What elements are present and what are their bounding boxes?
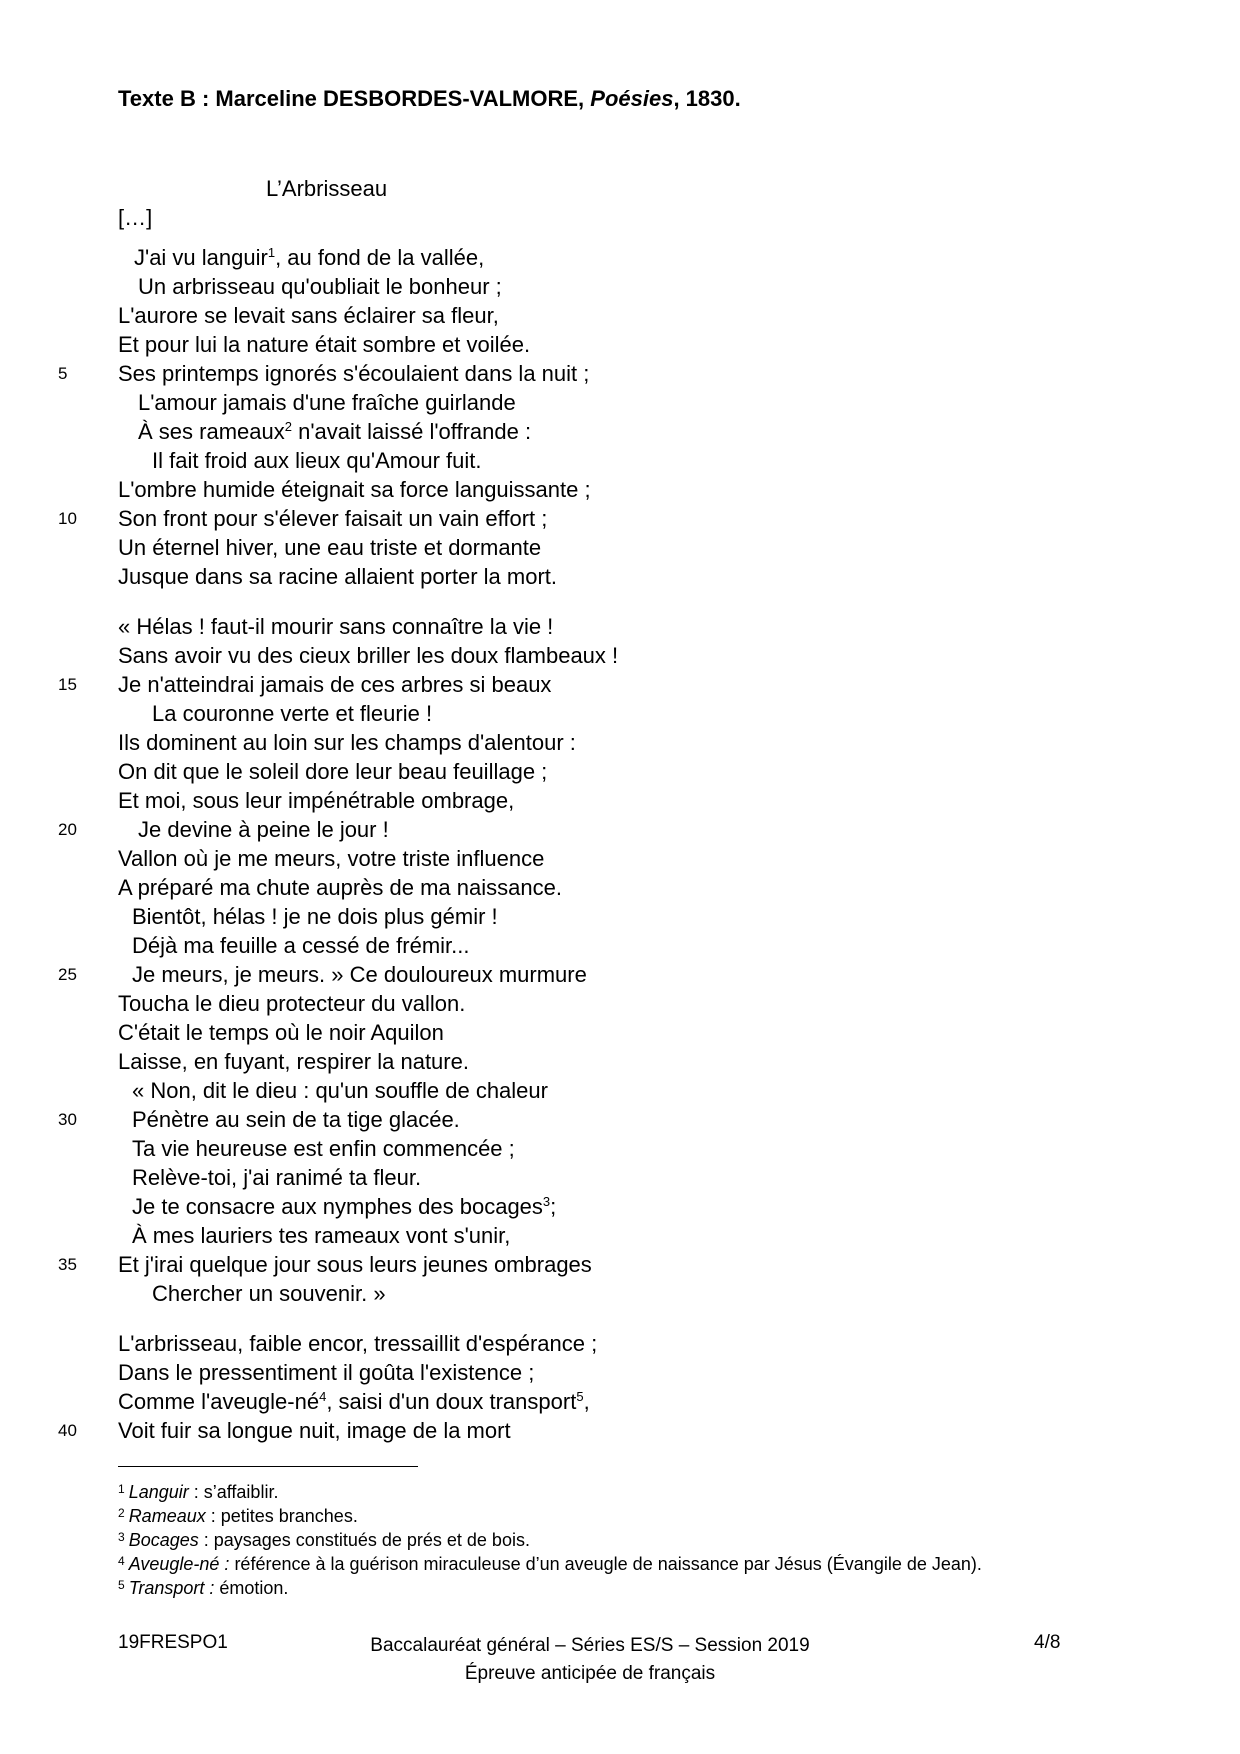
verse-text: Bientôt, hélas ! je ne dois plus gémir ! [132, 904, 498, 929]
verse-text: Je devine à peine le jour ! [138, 817, 389, 842]
verse-line [118, 1279, 1118, 1308]
footnote-term: Aveugle-né : [128, 1554, 230, 1574]
line-number: 30 [58, 1110, 77, 1129]
footer-exam-title [300, 1632, 880, 1688]
verse-text: Je n'atteindrai jamais de ces arbres si beaux [118, 672, 552, 697]
verse-text: L'amour jamais d'une fraîche guirlande [138, 390, 516, 415]
footnote-number: 4 [118, 1554, 125, 1568]
verse-line [118, 873, 1118, 902]
verse-line [118, 931, 1118, 960]
verse-text: Et moi, sous leur impénétrable ombrage, [118, 788, 515, 813]
verse-text: Relève-toi, j'ai ranimé ta fleur. [132, 1165, 422, 1190]
verse-text: Voit fuir sa longue nuit, image de la mort [118, 1418, 511, 1443]
verse-line [118, 728, 1118, 757]
verse-text: Je te consacre aux nymphes des bocages [132, 1194, 543, 1219]
verse-line [118, 1076, 1118, 1105]
verse-text: , au fond de la vallée, [275, 245, 485, 270]
footnote-reference: 5 [576, 1389, 584, 1404]
verse-line [118, 446, 1118, 475]
line-number: 5 [58, 364, 68, 383]
verse-line [118, 272, 1118, 301]
verse-line [118, 699, 1118, 728]
footnote [118, 1501, 1128, 1525]
verse-line [118, 562, 1118, 591]
verse-text: Et pour lui la nature était sombre et voilée. [118, 332, 531, 357]
verse-text: À mes lauriers tes rameaux vont s'unir, [132, 1223, 511, 1248]
verse-text: C'était le temps où le noir Aquilon [118, 1020, 444, 1045]
verse-text: A préparé ma chute auprès de ma naissance. [118, 875, 562, 900]
verse-text: Comme l'aveugle-né [118, 1389, 320, 1414]
verse-line [118, 1047, 1118, 1076]
verse-text: , saisi d'un doux transport [326, 1389, 577, 1414]
verse-line [58, 815, 1118, 844]
verse-text: Toucha le dieu protecteur du vallon. [118, 991, 466, 1016]
verse-line [118, 1358, 1118, 1387]
verse-line [118, 1134, 1118, 1163]
line-number: 25 [58, 965, 77, 984]
verse-text: Un arbrisseau qu'oubliait le bonheur ; [138, 274, 502, 299]
verse-text: Pénètre au sein de ta tige glacée. [132, 1107, 460, 1132]
footnote-definition: référence à la guérison miraculeuse d’un aveugle de naissance par Jésus (Évangile de Jean). [229, 1554, 982, 1574]
verse-text: J'ai vu languir [134, 245, 268, 270]
verse-text: Vallon où je me meurs, votre triste influence [118, 846, 545, 871]
verse-text: L'aurore se levait sans éclairer sa fleur, [118, 303, 499, 328]
footnote-term: Transport : [128, 1578, 215, 1598]
poem-body [58, 243, 1118, 1445]
verse-line [118, 243, 1118, 272]
verse-line [58, 1105, 1118, 1134]
verse-line [118, 1192, 1118, 1221]
text-heading [118, 86, 741, 112]
footnote [118, 1549, 1128, 1573]
verse-line [118, 786, 1118, 815]
verse-line [118, 1221, 1118, 1250]
heading-suffix: , 1830. [673, 86, 741, 111]
verse-line [118, 641, 1118, 670]
verse-line [58, 960, 1118, 989]
verse-text: Son front pour s'élever faisait un vain effort ; [118, 506, 548, 531]
verse-line [118, 757, 1118, 786]
verse-text: L'ombre humide éteignait sa force languissante ; [118, 477, 591, 502]
verse-text: Ses printemps ignorés s'écoulaient dans la nuit ; [118, 361, 590, 386]
verse-text: Ils dominent au loin sur les champs d'alentour : [118, 730, 576, 755]
verse-text: « Non, dit le dieu : qu'un souffle de chaleur [132, 1078, 548, 1103]
verse-text: Et j'irai quelque jour sous leurs jeunes ombrages [118, 1252, 592, 1277]
verse-text: n'avait laissé l'offrande : [291, 419, 532, 444]
verse-text: Je meurs, je meurs. » Ce douloureux murmure [132, 962, 587, 987]
verse-text: À ses rameaux [138, 419, 285, 444]
omission-marker: […] [118, 205, 153, 230]
verse-text: , [583, 1389, 590, 1414]
footnote-term: Languir [128, 1482, 189, 1502]
verse-line [58, 359, 1118, 388]
verse-line [118, 1329, 1118, 1358]
footer-exam-code: 19FRESPO1 [118, 1632, 228, 1653]
verse-line [58, 670, 1118, 699]
verse-line [118, 1387, 1118, 1416]
verse-text: Il fait froid aux lieux qu'Amour fuit. [152, 448, 482, 473]
verse-text: Dans le pressentiment il goûta l'existence ; [118, 1360, 535, 1385]
footnote-definition: : paysages constitués de prés et de bois. [198, 1530, 530, 1550]
footnote-reference: 4 [319, 1389, 327, 1404]
verse-text: Sans avoir vu des cieux briller les doux flambeaux ! [118, 643, 619, 668]
footnote [118, 1477, 1128, 1501]
verse-line [58, 1250, 1118, 1279]
verse-text: La couronne verte et fleurie ! [152, 701, 433, 726]
verse-text: Chercher un souvenir. » [152, 1281, 386, 1306]
line-number: 40 [58, 1421, 77, 1440]
verse-line [118, 301, 1118, 330]
poem-title: L’Arbrisseau [266, 176, 388, 201]
footnotes [118, 1477, 1128, 1597]
footnote-definition: : petites branches. [205, 1506, 358, 1526]
verse-text: L'arbrisseau, faible encor, tressaillit d'espérance ; [118, 1331, 598, 1356]
verse-line [118, 989, 1118, 1018]
verse-line [118, 612, 1118, 641]
line-number: 15 [58, 675, 77, 694]
footnote [118, 1573, 1128, 1597]
footnote-separator [118, 1466, 418, 1467]
verse-text: ; [550, 1194, 557, 1219]
verse-line [118, 533, 1118, 562]
line-number: 20 [58, 820, 77, 839]
footnote-definition: : s’affaiblir. [188, 1482, 279, 1502]
footer-page-number: 4/8 [1034, 1632, 1061, 1653]
verse-text: Jusque dans sa racine allaient porter la mort. [118, 564, 558, 589]
line-number: 35 [58, 1255, 77, 1274]
line-number: 10 [58, 509, 77, 528]
footnote-reference: 2 [284, 419, 292, 434]
footnote-number: 3 [118, 1530, 125, 1544]
verse-text: On dit que le soleil dore leur beau feuillage ; [118, 759, 548, 784]
verse-line [118, 475, 1118, 504]
verse-text: Un éternel hiver, une eau triste et dormante [118, 535, 542, 560]
verse-text: « Hélas ! faut-il mourir sans connaître la vie ! [118, 614, 554, 639]
footnote-term: Bocages [128, 1530, 199, 1550]
verse-line [118, 902, 1118, 931]
verse-text: Ta vie heureuse est enfin commencée ; [132, 1136, 515, 1161]
verse-line [118, 1018, 1118, 1047]
verse-line [58, 504, 1118, 533]
verse-line [118, 330, 1118, 359]
heading-work-title: Poésies [590, 86, 674, 111]
verse-line [58, 1416, 1118, 1445]
footnote-reference: 3 [542, 1194, 551, 1209]
footnote-term: Rameaux [128, 1506, 206, 1526]
footer-exam-line-2: Épreuve anticipée de français [464, 1663, 716, 1684]
verse-text: Laisse, en fuyant, respirer la nature. [118, 1049, 469, 1074]
footnote-number: 5 [118, 1578, 125, 1592]
footnote-number: 1 [118, 1482, 125, 1496]
verse-line [118, 388, 1118, 417]
footer-exam-line-1: Baccalauréat général – Séries ES/S – Session 2019 [370, 1635, 810, 1656]
footnote-reference: 1 [267, 245, 276, 260]
footnote-number: 2 [118, 1506, 125, 1520]
verse-line [118, 417, 1118, 446]
verse-line [118, 1163, 1118, 1192]
heading-prefix: Texte B : Marceline DESBORDES-VALMORE, [118, 86, 591, 111]
verse-text: Déjà ma feuille a cessé de frémir... [132, 933, 470, 958]
verse-line [118, 844, 1118, 873]
footnote-definition: émotion. [214, 1578, 289, 1598]
footnote [118, 1525, 1128, 1549]
